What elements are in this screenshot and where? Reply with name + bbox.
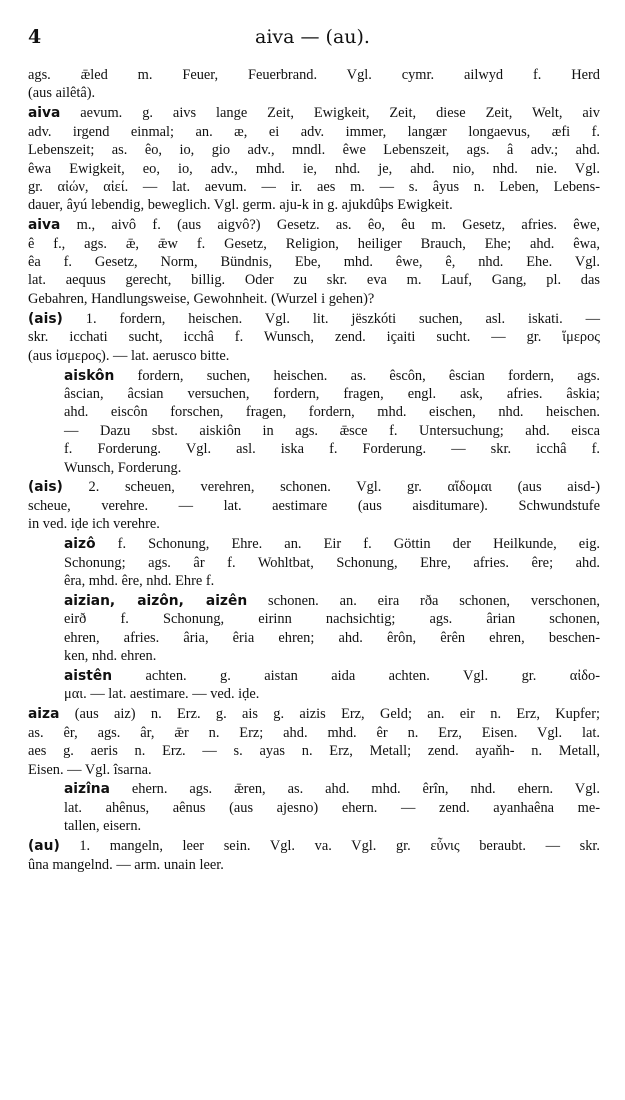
entry-text: êa f. Gesetz, Norm, Bündnis, Ebe, mhd. êwe, ê, nhd. Ehe. Vgl. — [28, 254, 600, 271]
entry-text: (aus ailêtâ). — [28, 85, 96, 102]
entry-line — [28, 497, 600, 515]
entry-text: aevum. g. aivs lange Zeit, Ewigkeit, Zeit, diese Zeit, Welt, aiv — [60, 105, 600, 122]
entry-text: tallen, eisern. — [64, 818, 142, 835]
entry-line — [64, 403, 600, 421]
entry-line — [28, 235, 600, 253]
entry-text: ehern. ags. ǣren, as. ahd. mhd. êrîn, nhd. ehern. Vgl. — [109, 781, 600, 798]
dictionary-entry — [28, 310, 600, 365]
entry-line — [28, 123, 600, 141]
dictionary-entry — [64, 667, 600, 704]
dictionary-entry — [28, 66, 600, 103]
entry-text: in ved. iḍe ich verehre. — [28, 516, 160, 533]
entry-line — [64, 817, 600, 835]
entry-line — [28, 347, 600, 365]
entry-text: fordern, suchen, heischen. as. êscôn, êscian fordern, ags. — [114, 367, 600, 384]
entry-headword: aizîna — [64, 781, 110, 798]
entry-text: lat. aequus gerecht, billig. Oder zu skr. eva m. Lauf, Gang, pl. das — [28, 272, 600, 289]
entry-line — [28, 478, 600, 496]
entry-text: âscian, âcsian versuchen, fordern, fragen, engl. ask, afries. âskia; — [64, 385, 600, 402]
dictionary-entry — [28, 837, 600, 874]
entry-line — [64, 780, 600, 798]
entry-line — [64, 799, 600, 817]
entry-line — [64, 554, 600, 572]
entry-line — [28, 328, 600, 346]
entry-line — [28, 705, 600, 723]
entry-line — [64, 667, 600, 685]
entry-headword: aiva — [28, 105, 61, 122]
entry-text: skr. icchati sucht, icchâ f. Wunsch, zend. içaiti sucht. — gr. ἵμερος — [28, 329, 600, 346]
entry-text: ken, nhd. ehren. — [64, 648, 157, 665]
entry-line — [64, 629, 600, 647]
dictionary-entry — [64, 535, 600, 590]
entry-line — [28, 178, 600, 196]
entry-text: 1. mangeln, leer sein. Vgl. va. Vgl. gr. εὖνις beraubt. — skr. — [59, 838, 600, 855]
entry-line — [28, 310, 600, 328]
entry-text: 2. scheuen, verehren, schonen. Vgl. gr. αἴδομαι (aus aisd-) — [62, 479, 600, 496]
entry-line — [28, 66, 600, 84]
entry-text: f. Schonung, Ehre. an. Eir f. Göttin der Heilkunde, eig. — [95, 536, 600, 553]
entry-headword: (ais) — [28, 310, 63, 327]
entry-line — [28, 196, 600, 214]
dictionary-entry — [28, 478, 600, 533]
page-number: 4 — [28, 26, 42, 48]
entry-text: (aus aiz) n. Erz. g. ais g. aizis Erz, Geld; an. eir n. Erz, Kupfer; — [59, 706, 600, 723]
entry-text: adv. irgend einmal; an. æ, ei adv. immer, langær longaevus, æfi f. — [28, 123, 600, 140]
entry-headword: (ais) — [28, 479, 63, 496]
entry-text: 1. fordern, heischen. Vgl. lit. jëszkóti suchen, asl. iskati. — — [62, 310, 600, 327]
entry-headword: aiskôn — [64, 367, 115, 384]
entry-text: gr. αἰών, αἰεί. — lat. aevum. — ir. aes m. — s. âyus n. Leben, Lebens- — [28, 178, 600, 195]
entry-line — [28, 141, 600, 159]
dictionary-entry — [64, 367, 600, 477]
entry-headword: (au) — [28, 838, 60, 855]
entry-line — [28, 837, 600, 855]
entry-text: ûna mangelnd. — arm. unain leer. — [28, 856, 224, 873]
entry-text: Schonung; ags. âr f. Wohltbat, Schonung, Ehre, afries. êre; ahd. — [64, 554, 600, 571]
entry-line — [28, 84, 600, 102]
entry-text: lat. ahênus, aênus (aus ajesno) ehern. — zend. ayanhaêna me- — [64, 799, 600, 816]
entry-line — [64, 440, 600, 458]
entry-line — [28, 271, 600, 289]
entry-line — [64, 592, 600, 610]
entry-text: ahd. eiscôn forschen, fragen, fordern, mhd. eischen, nhd. heischen. — [64, 404, 600, 421]
entry-headword: aiva — [28, 217, 61, 234]
dictionary-entry — [64, 592, 600, 666]
entry-headword: aizian, aizôn, aizên — [64, 592, 248, 609]
entry-text: ê f., ags. ǣ, ǣw f. Gesetz, Religion, heiliger Brauch, Ehe; ahd. êwa, — [28, 235, 600, 252]
entry-line — [64, 685, 600, 703]
entry-line — [64, 535, 600, 553]
entry-line — [28, 104, 600, 122]
dictionary-entry — [64, 780, 600, 835]
entry-text: aes g. aeris n. Erz. — s. ayas n. Erz, Metall; zend. ayaňh- n. Metall, — [28, 743, 600, 760]
entry-line — [28, 216, 600, 234]
running-title: aiva — (au). — [255, 26, 370, 48]
entry-line — [64, 385, 600, 403]
entry-text: μαι. — lat. aestimare. — ved. iḍe. — [64, 686, 260, 703]
entry-text: Lebenszeit; as. êo, io, gio adv., mndl. êwe Lebenszeit, ags. â adv.; ahd. — [28, 142, 600, 159]
entry-text: êwa Ewigkeit, eo, io, adv., mhd. ie, nhd. je, ahd. nio, nhd. nie. Vgl. — [28, 160, 600, 177]
entry-text: schonen. an. eira rða schonen, verschonen, — [247, 592, 601, 609]
entry-text: Gebahren, Handlungsweise, Gewohnheit. (Wurzel i gehen)? — [28, 290, 375, 307]
entry-line — [28, 856, 600, 874]
entry-line — [64, 647, 600, 665]
entry-text: ags. ǣled m. Feuer, Feuerbrand. Vgl. cymr. ailwyd f. Herd — [28, 67, 600, 83]
entry-text: achten. g. aistan aida achten. Vgl. gr. αἰδο- — [112, 668, 600, 684]
entry-line — [28, 761, 600, 779]
entry-line — [28, 742, 600, 760]
dictionary-entry — [28, 216, 600, 308]
entry-text: as. êr, ags. âr, ǣr n. Erz; ahd. mhd. êr n. Erz, Eisen. Vgl. lat. — [28, 724, 600, 741]
entry-line — [64, 367, 600, 385]
entry-headword: aiza — [28, 706, 60, 723]
entries-column — [28, 66, 600, 875]
entry-line — [28, 724, 600, 742]
entry-text: ehren, afries. âria, êria ehren; ahd. êrôn, êrên ehren, beschen- — [64, 629, 600, 646]
entry-text: eirð f. Schonung, eirinn nachsichtig; ags. ârian schonen, — [64, 611, 600, 628]
dictionary-entry — [28, 705, 600, 779]
entry-line — [28, 515, 600, 533]
entry-headword: aistên — [64, 668, 113, 684]
dictionary-entry — [28, 104, 600, 214]
page-header — [0, 22, 625, 48]
entry-line — [28, 253, 600, 271]
entry-line — [28, 160, 600, 178]
entry-line — [64, 422, 600, 440]
entry-text: Wunsch, Forderung. — [64, 459, 182, 476]
entry-text: — Dazu sbst. aiskiôn in ags. ǣsce f. Untersuchung; ahd. eisca — [64, 422, 600, 439]
entry-line — [64, 572, 600, 590]
entry-line — [28, 290, 600, 308]
entry-text: f. Forderung. Vgl. asl. iska f. Forderung. — skr. icchâ f. — [64, 441, 600, 458]
entry-line — [64, 459, 600, 477]
entry-text: dauer, âyú lebendig, beweglich. Vgl. germ. aju-k in g. ajukdûþs Ewigkeit. — [28, 197, 453, 214]
entry-text: (aus ἰσμερος). — lat. aerusco bitte. — [28, 347, 230, 364]
entry-text: Eisen. — Vgl. îsarna. — [28, 761, 152, 778]
entry-text: m., aivô f. (aus aigvô?) Gesetz. as. êo, êu m. Gesetz, afries. êwe, — [60, 217, 600, 234]
entry-line — [64, 610, 600, 628]
entry-text: scheue, verehre. — lat. aestimare (aus aisditumare). Schwundstufe — [28, 497, 600, 514]
entry-headword: aizô — [64, 536, 96, 553]
entry-text: êra, mhd. êre, nhd. Ehre f. — [64, 572, 215, 589]
